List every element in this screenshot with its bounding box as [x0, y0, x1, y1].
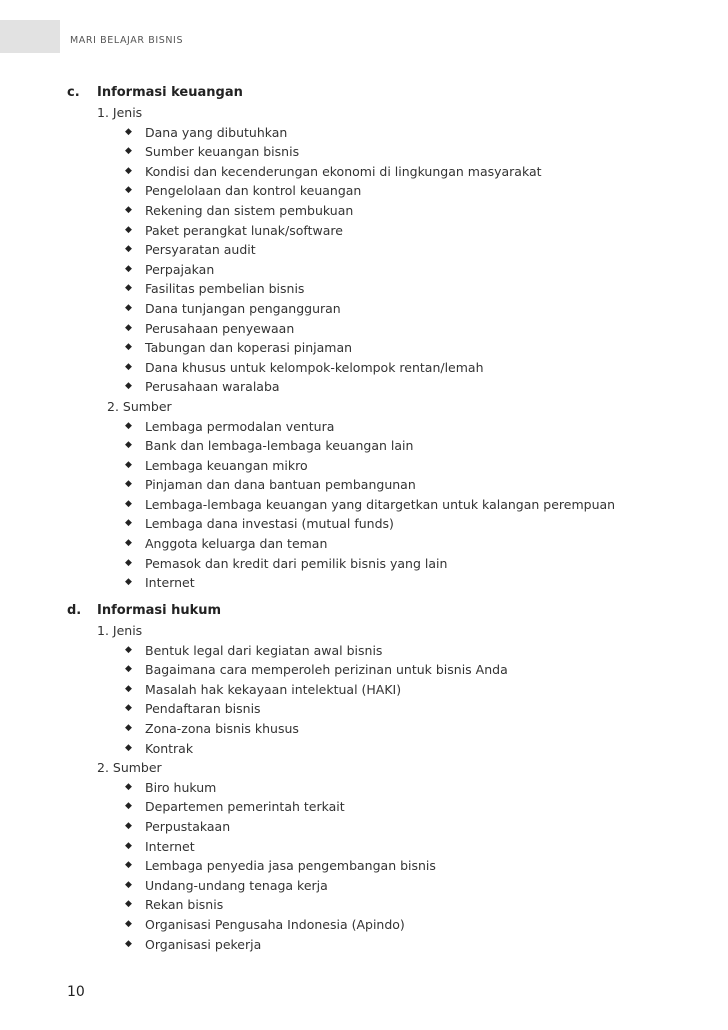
list-item [67, 778, 707, 798]
diamond-bullet-icon: ◆ [125, 557, 132, 568]
list-item-text: Fasilitas pembelian bisnis [145, 281, 305, 297]
list-item-text: Pendaftaran bisnis [145, 701, 261, 717]
list-item-text: Perusahaan penyewaan [145, 320, 295, 336]
list-item-text: Lembaga-lembaga keuangan yang ditargetkan untuk kalangan perempuan [145, 496, 616, 512]
diamond-bullet-icon: ◆ [125, 899, 132, 910]
diamond-bullet-icon: ◆ [125, 440, 132, 451]
diamond-bullet-icon: ◆ [125, 664, 132, 675]
list-item [67, 660, 707, 680]
list-item [67, 417, 707, 437]
list-item-text: Lembaga penyedia jasa pengembangan bisnis [145, 858, 436, 874]
list-item [67, 495, 707, 515]
list-item [67, 436, 707, 456]
list-item-text: Bentuk legal dari kegiatan awal bisnis [145, 642, 383, 658]
page-number: 10 [67, 984, 85, 1000]
section-informasi-keuangan [67, 83, 707, 593]
list-item [67, 895, 707, 915]
list-item [67, 534, 707, 554]
list-item [67, 797, 707, 817]
diamond-bullet-icon: ◆ [125, 244, 132, 255]
list-item-text: Kontrak [145, 740, 194, 756]
group-label: 1. Jenis [97, 105, 143, 120]
diamond-bullet-icon: ◆ [125, 224, 132, 235]
list-item [67, 739, 707, 759]
diamond-bullet-icon: ◆ [125, 644, 132, 655]
diamond-bullet-icon: ◆ [125, 683, 132, 694]
list-item [67, 554, 707, 574]
diamond-bullet-icon: ◆ [125, 204, 132, 215]
list-item [67, 817, 707, 837]
diamond-bullet-icon: ◆ [125, 820, 132, 831]
header-tab-block [0, 20, 60, 53]
list-item [67, 377, 707, 397]
list-item [67, 142, 707, 162]
list-item [67, 699, 707, 719]
diamond-bullet-icon: ◆ [125, 361, 132, 372]
list-item [67, 573, 707, 593]
list-item-text: Lembaga permodalan ventura [145, 418, 335, 434]
group-label: 2. Sumber [97, 760, 162, 776]
list-item-text: Masalah hak kekayaan intelektual (HAKI) [145, 681, 402, 697]
diamond-bullet-icon: ◆ [125, 342, 132, 353]
diamond-bullet-icon: ◆ [125, 381, 132, 392]
list-item [67, 876, 707, 896]
list-item-text: Dana khusus untuk kelompok-kelompok rentan/lemah [145, 359, 484, 375]
list-item-text: Perusahaan waralaba [145, 379, 280, 395]
section-informasi-hukum [67, 601, 707, 954]
list-item [67, 856, 707, 876]
list-item-text: Pinjaman dan dana bantuan pembangunan [145, 477, 416, 493]
diamond-bullet-icon: ◆ [125, 185, 132, 196]
list-item-text: Biro hukum [145, 779, 217, 795]
diamond-bullet-icon: ◆ [125, 938, 132, 949]
list-item [67, 680, 707, 700]
list-item-text: Pengelolaan dan kontrol keuangan [145, 183, 362, 199]
diamond-bullet-icon: ◆ [125, 302, 132, 313]
diamond-bullet-icon: ◆ [125, 801, 132, 812]
diamond-bullet-icon: ◆ [125, 722, 132, 733]
section-letter: c. [67, 85, 80, 100]
diamond-bullet-icon: ◆ [125, 860, 132, 871]
list-item-text: Dana yang dibutuhkan [145, 124, 288, 140]
list-item-text: Internet [145, 838, 195, 854]
list-item [67, 123, 707, 143]
diamond-bullet-icon: ◆ [125, 283, 132, 294]
list-item-text: Lembaga dana investasi (mutual funds) [145, 516, 394, 532]
section-title [67, 601, 707, 621]
list-item [67, 279, 707, 299]
list-item-text: Lembaga keuangan mikro [145, 457, 308, 473]
list-item [67, 837, 707, 857]
list-item-text: Organisasi Pengusaha Indonesia (Apindo) [145, 916, 405, 932]
list-item [67, 514, 707, 534]
diamond-bullet-icon: ◆ [125, 781, 132, 792]
list-item-text: Pemasok dan kredit dari pemilik bisnis yang lain [145, 555, 448, 571]
list-item-text: Rekan bisnis [145, 897, 224, 913]
section-title [67, 83, 707, 103]
list-item [67, 201, 707, 221]
list-item-text: Organisasi pekerja [145, 936, 262, 952]
diamond-bullet-icon: ◆ [125, 538, 132, 549]
group-label: 1. Jenis [97, 623, 143, 638]
diamond-bullet-icon: ◆ [125, 918, 132, 929]
list-item [67, 338, 707, 358]
list-item [67, 221, 707, 241]
diamond-bullet-icon: ◆ [125, 165, 132, 176]
list-item [67, 358, 707, 378]
list-item-text: Bank dan lembaga-lembaga keuangan lain [145, 438, 414, 454]
list-item [67, 162, 707, 182]
diamond-bullet-icon: ◆ [125, 518, 132, 529]
diamond-bullet-icon: ◆ [125, 498, 132, 509]
section-letter: d. [67, 603, 82, 618]
group-label: 2. Sumber [107, 398, 172, 414]
list-item-text: Departemen pemerintah terkait [145, 799, 345, 815]
diamond-bullet-icon: ◆ [125, 146, 132, 157]
section-title-text: Informasi keuangan [97, 85, 243, 100]
list-item-text: Zona-zona bisnis khusus [145, 720, 299, 736]
list-item [67, 319, 707, 339]
list-item [67, 260, 707, 280]
list-item [67, 299, 707, 319]
list-item [67, 240, 707, 260]
list-item-text: Perpustakaan [145, 818, 231, 834]
list-item-text: Dana tunjangan pengangguran [145, 300, 341, 316]
diamond-bullet-icon: ◆ [125, 322, 132, 333]
list-item-text: Sumber keuangan bisnis [145, 144, 300, 160]
diamond-bullet-icon: ◆ [125, 577, 132, 588]
diamond-bullet-icon: ◆ [125, 420, 132, 431]
running-header: MARI BELAJAR BISNIS [70, 35, 184, 46]
list-item-text: Kondisi dan kecenderungan ekonomi di lingkungan masyarakat [145, 163, 542, 179]
list-item-text: Undang-undang tenaga kerja [145, 877, 328, 893]
list-item [67, 915, 707, 935]
diamond-bullet-icon: ◆ [125, 703, 132, 714]
diamond-bullet-icon: ◆ [125, 879, 132, 890]
list-item [67, 935, 707, 955]
list-item [67, 181, 707, 201]
list-item-text: Perpajakan [145, 261, 215, 277]
list-item-text: Paket perangkat lunak/software [145, 222, 343, 238]
list-item-text: Anggota keluarga dan teman [145, 536, 328, 552]
list-item-text: Rekening dan sistem pembukuan [145, 202, 354, 218]
diamond-bullet-icon: ◆ [125, 742, 132, 753]
list-item-text: Bagaimana cara memperoleh perizinan untuk bisnis Anda [145, 662, 508, 678]
list-item [67, 641, 707, 661]
diamond-bullet-icon: ◆ [125, 840, 132, 851]
diamond-bullet-icon: ◆ [125, 263, 132, 274]
list-item-text: Persyaratan audit [145, 242, 256, 258]
list-item [67, 719, 707, 739]
section-title-text: Informasi hukum [97, 603, 222, 618]
diamond-bullet-icon: ◆ [125, 126, 132, 137]
list-item-text: Internet [145, 575, 195, 591]
diamond-bullet-icon: ◆ [125, 479, 132, 490]
diamond-bullet-icon: ◆ [125, 459, 132, 470]
list-item [67, 456, 707, 476]
list-item [67, 475, 707, 495]
list-item-text: Tabungan dan koperasi pinjaman [145, 340, 353, 356]
